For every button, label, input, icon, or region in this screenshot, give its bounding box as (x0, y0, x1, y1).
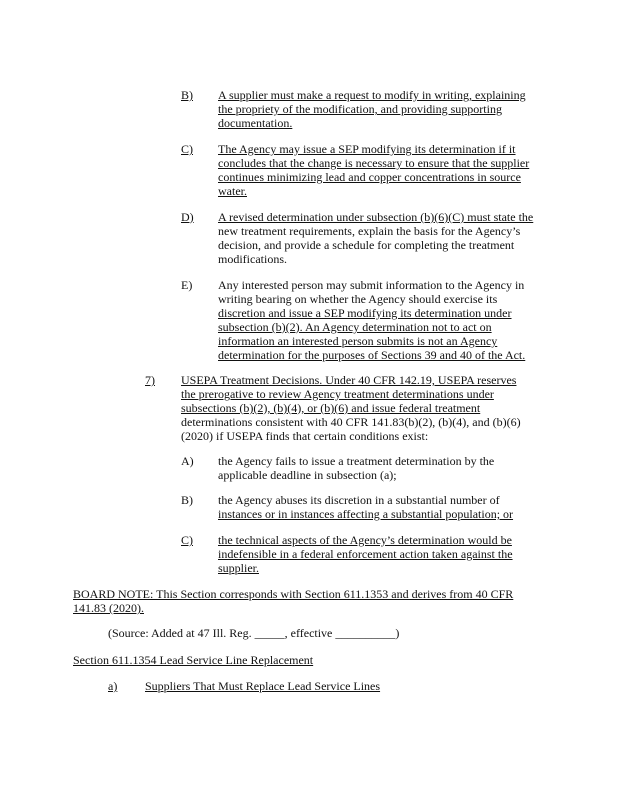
item-label: D) (181, 210, 194, 224)
intro-plain: determinations consistent with 40 CFR 141.83(b)(2), (b)(4), and (b)(6) (2020) if USEPA finds that certain conditions exist: (181, 415, 521, 443)
item-label: C) (181, 533, 193, 547)
item-text-plain: Any interested person may submit information to the Agency in writing bearing on whether the Agency should exercise its (218, 278, 525, 306)
item-label: B) (181, 88, 193, 102)
subsection-label: a) (108, 679, 118, 693)
item-text: the Agency fails to issue a treatment determination by the applicable deadline in subsection (a); (218, 454, 495, 482)
source-line: (Source: Added at 47 Ill. Reg. _____, effective __________) (108, 626, 400, 640)
item-text-underlined: discretion and issue a SEP modifying its determination under subsection (b)(2). An Agency determination not to act on information an interested person submits is not an Agency determination for the purposes of Sections 39 and 40 of the Act. (218, 306, 526, 362)
item-text (218, 493, 536, 521)
section-label: 7) (145, 373, 155, 387)
item-text-underlined: instances or in instances affecting a substantial population; or (218, 507, 514, 521)
intro-underlined: USEPA Treatment Decisions. Under 40 CFR 142.19, USEPA reserves the prerogative to review Agency treatment determinations under subsections (b)(2), (b)(4), or (b)(6) and issue federal treatment (181, 373, 517, 415)
item-text: the technical aspects of the Agency’s determination would be indefensible in a federal enforcement action taken against the supplier. (218, 533, 513, 575)
item-text: The Agency may issue a SEP modifying its determination if it concludes that the change is necessary to ensure that the supplier continues minimizing lead and copper concentrations in source water. (218, 142, 530, 198)
item-text (218, 278, 536, 362)
section-heading: Section 611.1354 Lead Service Line Replacement (73, 653, 314, 667)
item-label: C) (181, 142, 193, 156)
item-text-plain: new treatment requirements, explain the basis for the Agency’s decision, and provide a schedule for completing the treatment modifications. (218, 224, 521, 266)
item-text: A supplier must make a request to modify in writing, explaining the propriety of the modification, and providing supporting documentation. (218, 88, 526, 130)
item-label: A) (181, 454, 194, 468)
subsection-title: Suppliers That Must Replace Lead Service Lines (145, 679, 381, 693)
item-label: E) (181, 278, 193, 292)
board-note: BOARD NOTE: This Section corresponds with Section 611.1353 and derives from 40 CFR 141.83 (2020). (73, 587, 514, 615)
section-intro (181, 373, 531, 443)
item-text (218, 210, 540, 266)
item-text-underlined: A revised determination under subsection (b)(6)(C) must state the (218, 210, 534, 224)
item-label: B) (181, 493, 193, 507)
item-text-plain: the Agency abuses its discretion in a substantial number of (218, 493, 500, 507)
